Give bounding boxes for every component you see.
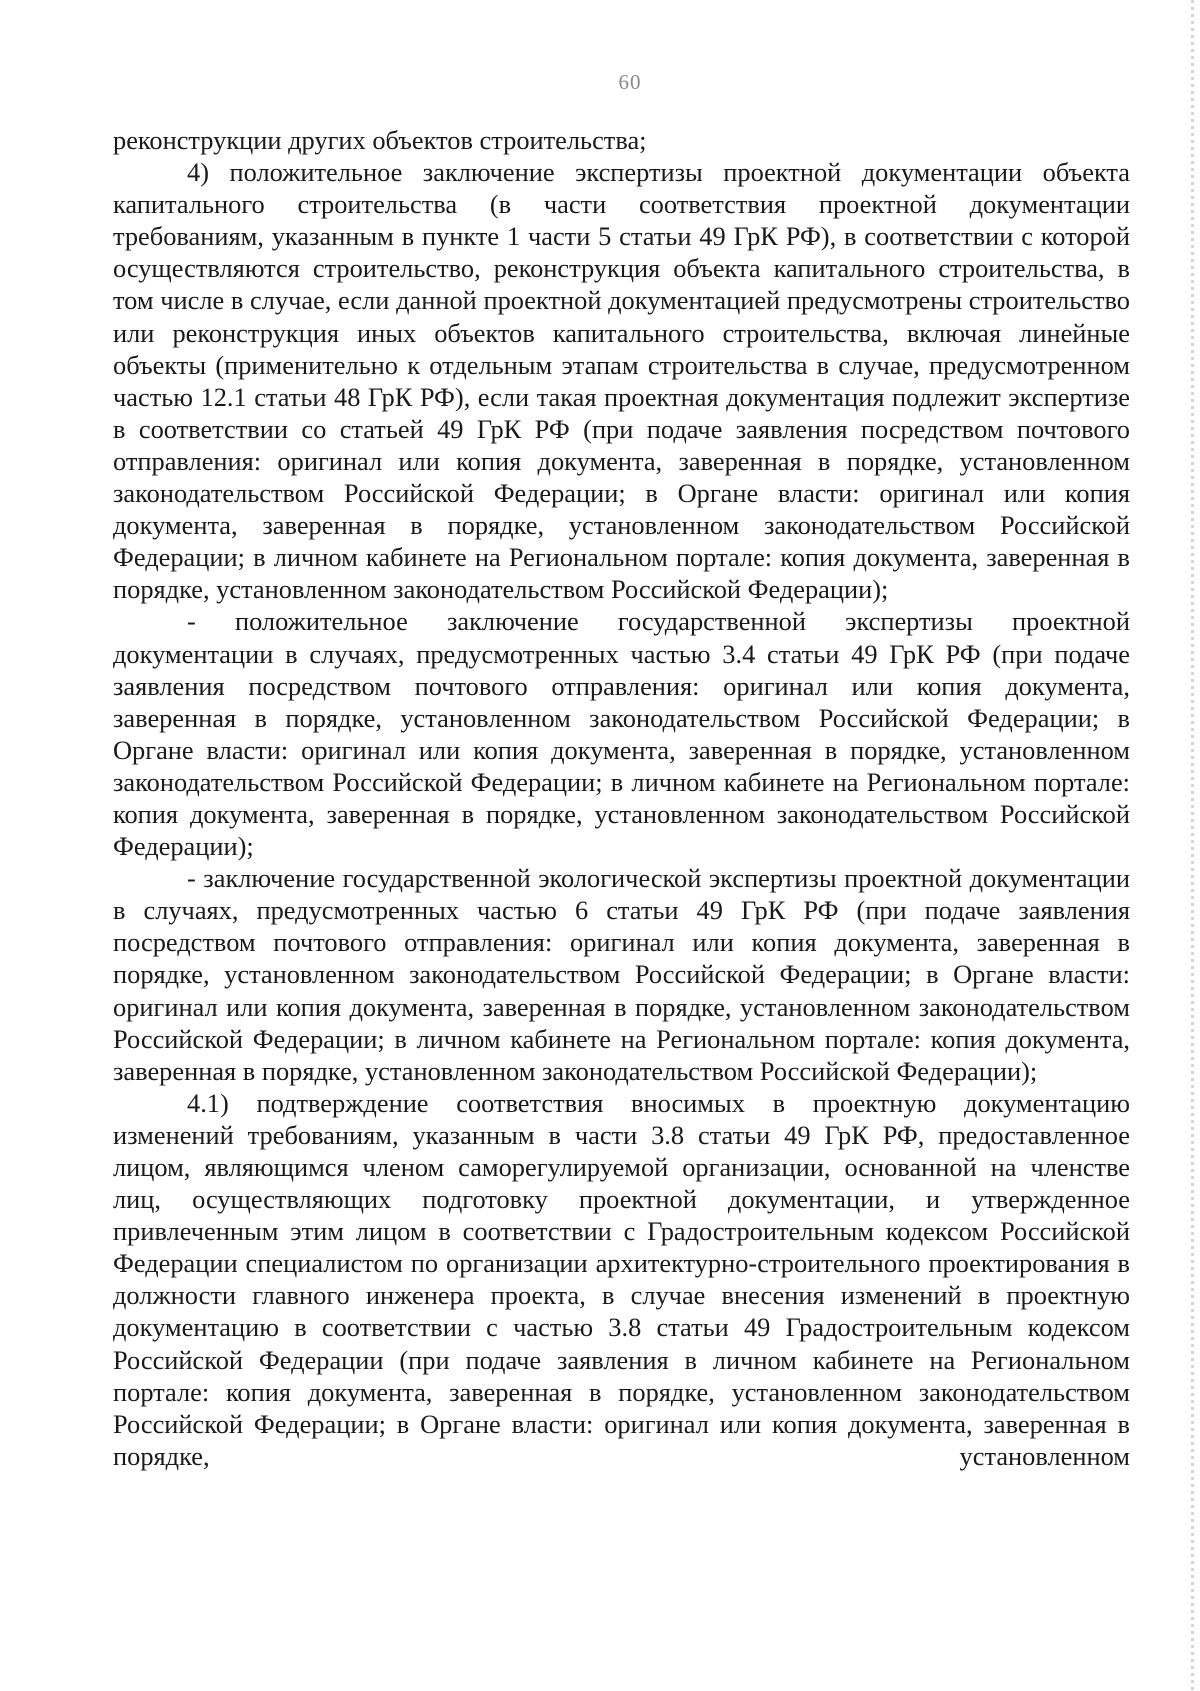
page-number: 60 <box>618 70 642 94</box>
paragraph-state-expertise: - положительное заключение государственной экспертизы проектной документации в случаях, предусмотренных частью 3.4 статьи 49 ГрК РФ (при подаче заявления посредством почтового отправления: оригинал или копия документа, заверенная в порядке, установленном законодательством Российской Федерации; в Органе власти: оригинал или копия документа, заверенная в порядке, установленном законодательством Российской Федерации; в личном кабинете на Региональном портале: копия документа, заверенная в порядке, установленном законодательством Российской Федерации); <box>113 606 1130 862</box>
paragraph-continuation: реконструкции других объектов строительства; <box>113 125 647 155</box>
document-body <box>113 124 1130 1472</box>
paragraph-item-4: 4) положительное заключение экспертизы проектной документации объекта капитального строительства (в части соответствия проектной документации требованиям, указанным в пункте 1 части 5 статьи 49 ГрК РФ), в соответствии с которой осуществляются строительство, реконструкция объекта капитального строительства, в том числе в случае, если данной проектной документацией предусмотрены строительство или реконструкция иных объектов капитального строительства, включая линейные объекты (применительно к отдельным этапам строительства в случае, предусмотренном частью 12.1 статьи 48 ГрК РФ), если такая проектная документация подлежит экспертизе в соответствии со статьей 49 ГрК РФ (при подаче заявления посредством почтового отправления: оригинал или копия документа, заверенная в порядке, установленном законодательством Российской Федерации; в Органе власти: оригинал или копия документа, заверенная в порядке, установленном законодательством Российской Федерации; в личном кабинете на Региональном портале: копия документа, заверенная в порядке, установленном законодательством Российской Федерации); <box>113 157 1130 605</box>
scan-edge-strip <box>1191 0 1194 1691</box>
paragraph-ecological-expertise: - заключение государственной экологической экспертизы проектной документации в случаях, предусмотренных частью 6 статьи 49 ГрК РФ (при подаче заявления посредством почтового отправления: оригинал или копия документа, заверенная в порядке, установленном законодательством Российской Федерации; в Органе власти: оригинал или копия документа, заверенная в порядке, установленном законодательством Российской Федерации; в личном кабинете на Региональном портале: копия документа, заверенная в порядке, установленном законодательством Российской Федерации); <box>113 863 1130 1086</box>
paragraph-item-4-1: 4.1) подтверждение соответствия вносимых в проектную документацию изменений требованиям, указанным в части 3.8 статьи 49 ГрК РФ, предоставленное лицом, являющимся членом саморегулируемой организации, основанной на членстве лиц, осуществляющих подготовку проектной документации, и утвержденное привлеченным этим лицом в соответствии с Градостроительным кодексом Российской Федерации специалистом по организации архитектурно-строительного проектирования в должности главного инженера проекта, в случае внесения изменений в проектную документацию в соответствии с частью 3.8 статьи 49 Градостроительным кодексом Российской Федерации (при подаче заявления в личном кабинете на Региональном портале: копия документа, заверенная в порядке, установленном законодательством Российской Федерации; в Органе власти: оригинал или копия документа, заверенная в порядке, установленном <box>113 1087 1130 1471</box>
